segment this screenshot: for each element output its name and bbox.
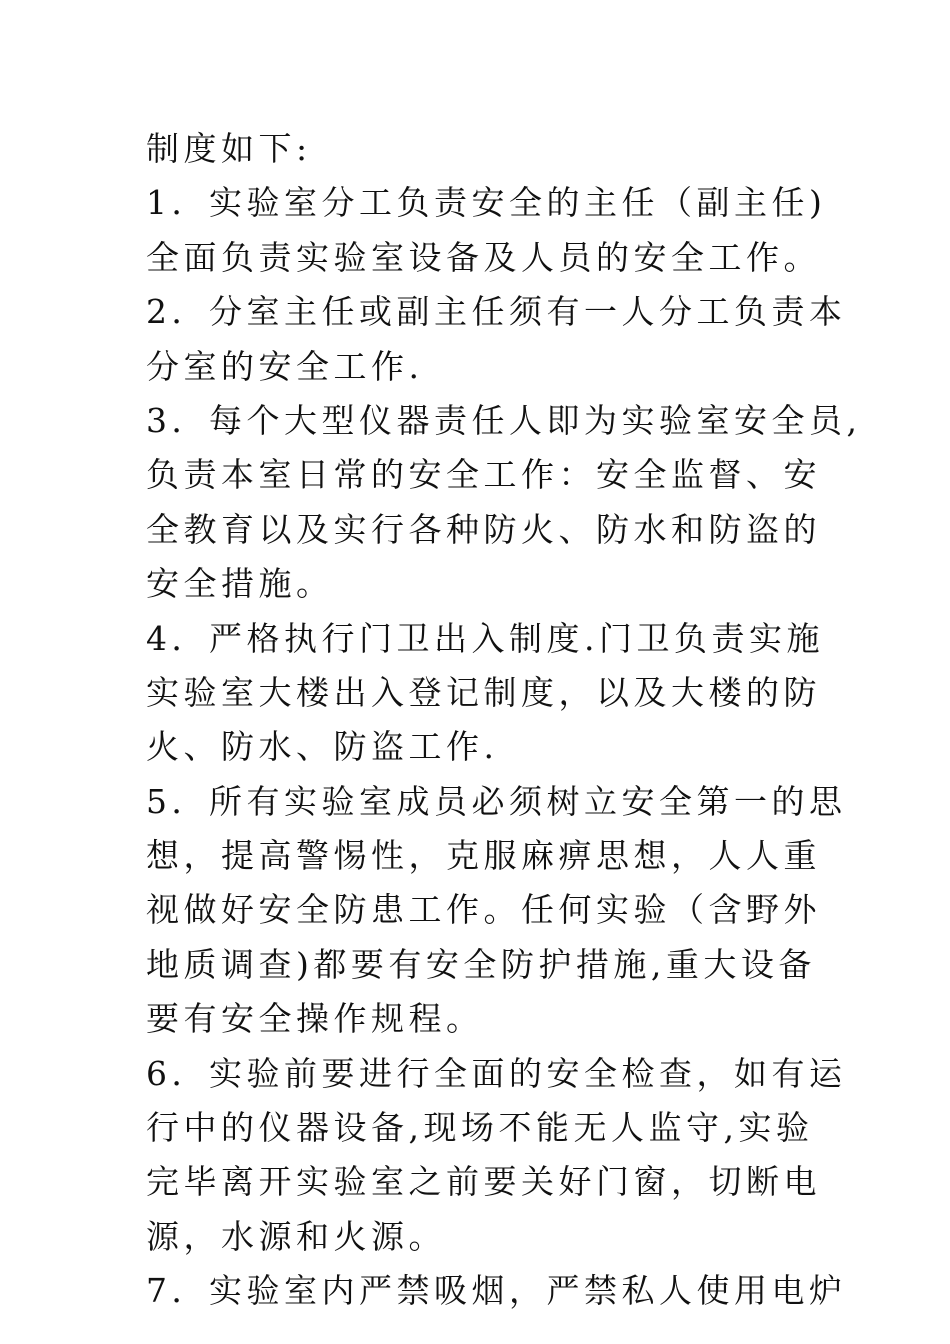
document-body [146, 122, 862, 1319]
text-line: 1．实验室分工负责安全的主任（副主任) [146, 183, 827, 223]
text-line: 2．分室主任或副主任须有一人分工负责本 [146, 292, 847, 332]
text-line: 3．每个大型仪器责任人即为实验室安全员, [146, 400, 862, 440]
text-line: 5．所有实验室成员必须树立安全第一的思 [146, 781, 847, 821]
text-line: 负责本室日常的安全工作：安全监督、安 [146, 455, 821, 495]
text-line: 火、防水、防盗工作. [146, 727, 499, 767]
text-line: 地质调查)都要有安全防护措施,重大设备 [146, 944, 816, 984]
text-line: 安全措施。 [146, 564, 334, 604]
text-line: 全教育以及实行各种防火、防水和防盗的 [146, 509, 821, 549]
text-line: 行中的仪器设备,现场不能无人监守,实验 [146, 1108, 814, 1148]
text-line: 源，水源和火源。 [146, 1216, 446, 1256]
text-line: 完毕离开实验室之前要关好门窗，切断电 [146, 1162, 821, 1202]
text-line: 想，提高警惕性，克服麻痹思想，人人重 [146, 836, 821, 876]
text-line: 制度如下: [146, 129, 312, 168]
text-line: 实验室大楼出入登记制度，以及大楼的防 [146, 672, 821, 712]
text-line: 全面负责实验室设备及人员的安全工作。 [146, 237, 821, 277]
text-line: 分室的安全工作. [146, 346, 424, 386]
text-line: 视做好安全防患工作。任何实验（含野外 [146, 890, 821, 930]
text-line: 6．实验前要进行全面的安全检查，如有运 [146, 1053, 847, 1093]
text-line: 4．严格执行门卫出入制度.门卫负责实施 [146, 618, 824, 658]
text-line: 要有安全操作规程。 [146, 999, 484, 1039]
text-line: 7．实验室内严禁吸烟，严禁私人使用电炉 [146, 1271, 847, 1311]
